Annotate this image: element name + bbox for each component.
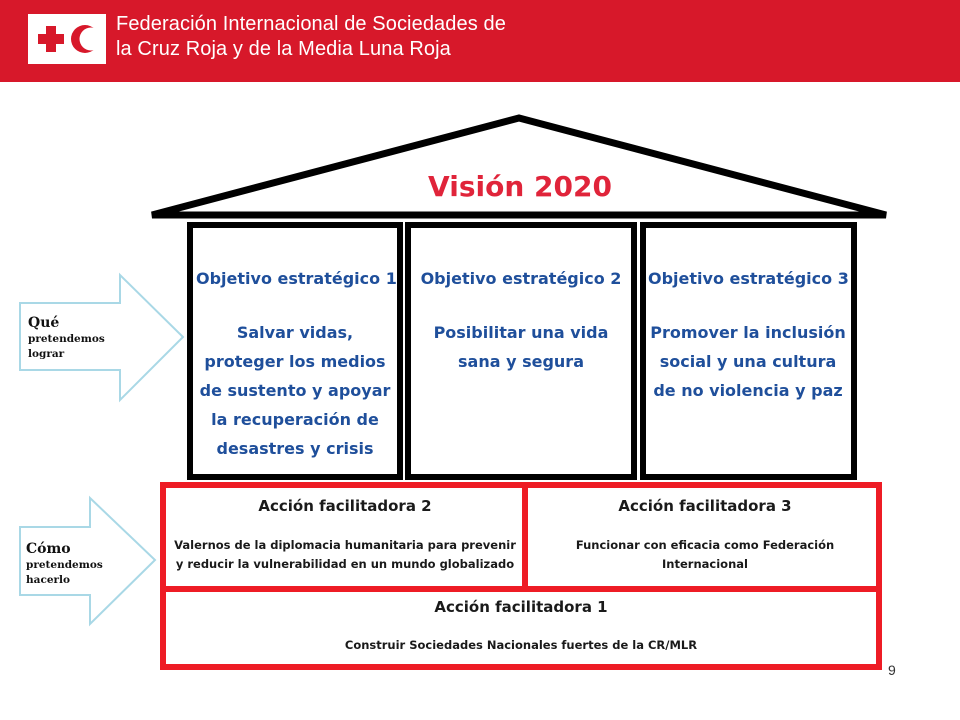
arrow-como-label — [26, 540, 103, 588]
arrow-que-label — [28, 314, 105, 362]
enabling-action-1-text: Construir Sociedades Nacionales fuertes de la CR/MLR — [344, 638, 698, 652]
enabling-action-3 — [560, 496, 850, 574]
objective-2-text: Posibilitar una vida sana y segura — [433, 323, 609, 371]
enabling-action-2 — [170, 496, 520, 574]
organization-title-line2: la Cruz Roja y de la Media Luna Roja — [116, 38, 451, 60]
organization-title-line1: Federación Internacional de Sociedades de — [116, 13, 506, 35]
objective-3 — [648, 268, 848, 405]
vision-title: Visión 2020 — [428, 170, 612, 203]
enabling-action-2-heading: Acción facilitadora 2 — [258, 497, 432, 515]
objective-3-text: Promover la inclusión social y una cultura de no violencia y paz — [650, 323, 846, 400]
objective-1 — [196, 268, 397, 463]
objective-3-heading: Objetivo estratégico 3 — [648, 269, 849, 288]
objective-2 — [414, 268, 628, 376]
enabling-action-2-text: Valernos de la diplomacia humanitaria para prevenir y reducir la vulnerabilidad en un mundo globalizado — [174, 538, 516, 571]
objective-1-heading: Objetivo estratégico 1 — [196, 269, 397, 288]
arrow-como-subtitle-line2: hacerlo — [26, 574, 71, 586]
enabling-action-1-heading: Acción facilitadora 1 — [434, 598, 608, 616]
arrow-como-title: Cómo — [26, 541, 71, 557]
page-number: 9 — [888, 662, 896, 678]
enabling-action-3-heading: Acción facilitadora 3 — [618, 497, 792, 515]
objective-2-heading: Objetivo estratégico 2 — [420, 269, 622, 288]
objective-1-text: Salvar vidas, proteger los medios de sustento y apoyar la recuperación de desastres y crisis — [199, 323, 391, 458]
arrow-que-title: Qué — [28, 315, 60, 331]
enabling-action-3-text: Funcionar con eficacia como Federación Internacional — [575, 538, 835, 571]
enabling-action-1 — [170, 597, 872, 655]
arrow-que-subtitle-line1: pretendemos — [28, 333, 105, 345]
arrow-como-subtitle-line1: pretendemos — [26, 559, 103, 571]
arrow-que-subtitle-line2: lograr — [28, 348, 65, 360]
